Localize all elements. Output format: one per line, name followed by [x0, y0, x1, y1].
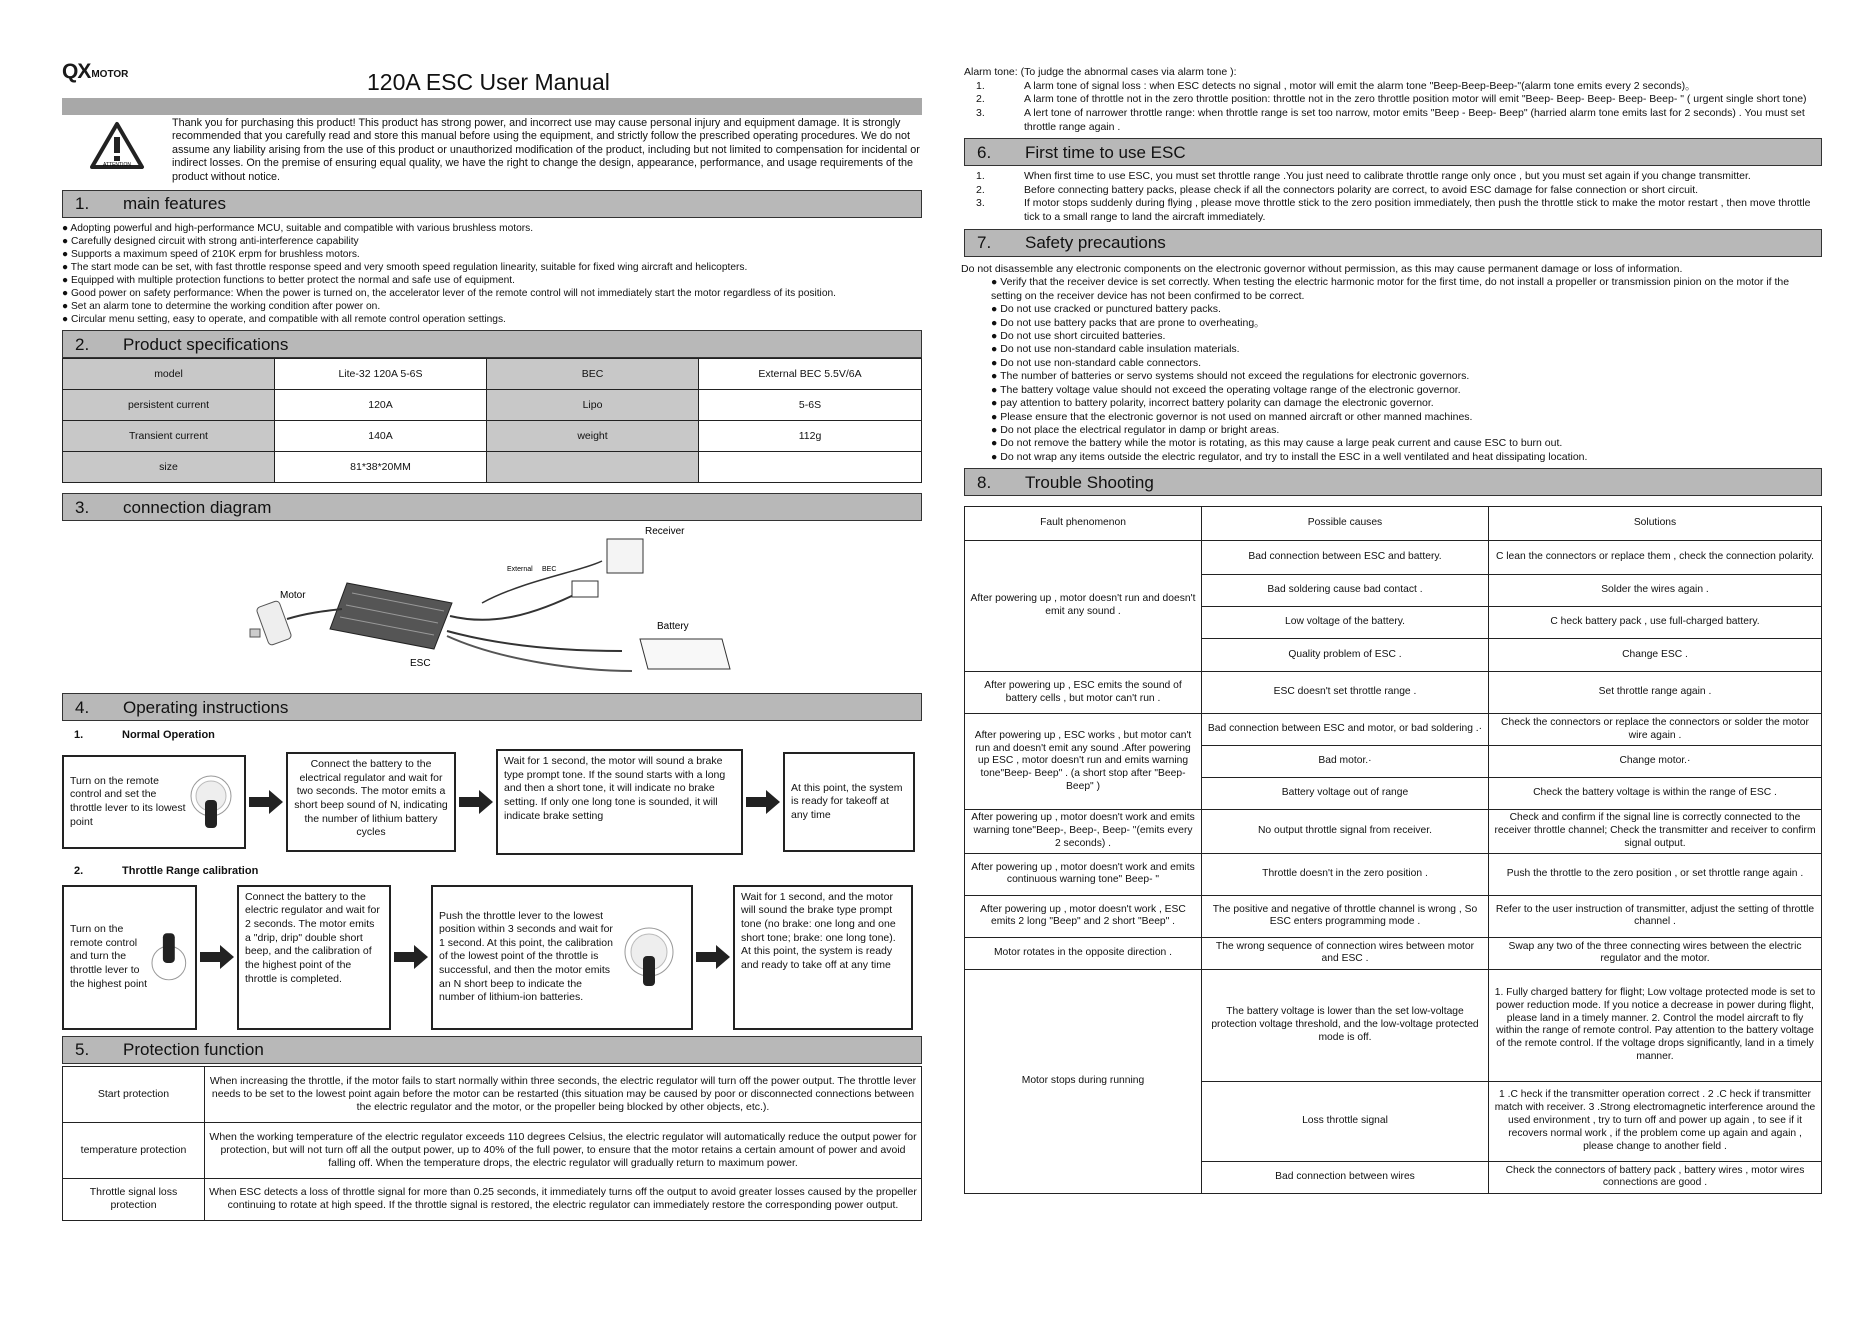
table-row: [965, 853, 1822, 895]
table-row: [965, 895, 1822, 937]
spec-cell: persistent current: [63, 390, 275, 421]
table-row: [965, 810, 1822, 854]
table-row: [965, 541, 1822, 575]
solution-cell: Check the connectors of battery pack , battery wires , motor wires connections are good .: [1489, 1161, 1822, 1193]
throttle-stick-low-icon: [619, 922, 679, 992]
normal-operation-heading: 1. Normal Operation: [74, 729, 215, 742]
section-3-title: connection diagram: [123, 497, 272, 517]
section-7-title: Safety precautions: [1025, 233, 1166, 253]
column-header: Possible causes: [1202, 507, 1489, 541]
protection-table: [62, 1066, 922, 1221]
arrow-icon: [391, 945, 431, 969]
solution-cell: Change ESC .: [1489, 639, 1822, 672]
feature-item: ● Adopting powerful and high-performance MCU, suitable and compatible with various brushless motors.: [62, 222, 534, 234]
diagram-label-bec: BEC: [542, 566, 557, 574]
spec-cell: 120A: [275, 390, 487, 421]
flow-step: Connect the battery to the electrical regulator and wait for two seconds. The motor emits a short beep sound of N, indicating the number of lithium battery cycles: [286, 752, 456, 852]
safety-item: ● Please ensure that the electronic governor is not used on manned aircraft or other manned machines.: [991, 410, 1473, 423]
table-row: [63, 390, 922, 421]
protection-desc: When the working temperature of the electric regulator exceeds 110 degrees Celsius, the electric regulator will automatically reduce the output power for protection, but will not turn off all the output power, up to 40% of the full power, to ensure that the motor retains a certain amount of power and avoid falling off. When the temperature drops, the electric regulator will gradually return to maximum power.: [205, 1122, 922, 1178]
section-4-header: 4. Operating instructions: [62, 693, 922, 721]
flow-step: At this point, the system is ready for takeoff at any time: [783, 752, 915, 852]
cause-cell: The battery voltage is lower than the set low-voltage protection voltage threshold, and the low-voltage protected mode is off.: [1202, 969, 1489, 1081]
safety-item: ● Verify that the receiver device is set correctly. When testing the electric harmonic motor for the first time, do not install a propeller or transmission pinion on the motor if the setting on the receiver device has not been confirmed to be correct.: [991, 276, 1790, 302]
cause-cell: Bad connection between ESC and motor, or bad soldering .·: [1202, 714, 1489, 746]
troubleshooting-table: [964, 506, 1822, 1194]
features-list: [62, 222, 922, 326]
section-1-header: 1. main features: [62, 190, 922, 218]
solution-cell: 1 .C heck if the transmitter operation correct . 2 .C heck if transmitter match with receiver. 3 .Strong electromagnetic interference around the used environment , try to turn off and power up again , to see if it recovers normal work , if the problem come up again and again , please change to another field .: [1489, 1081, 1822, 1161]
feature-item: ● Good power on safety performance: When the power is turned on, the accelerator lever of the remote control will not immediately start the motor regardless of its position.: [62, 288, 836, 300]
safety-block: [961, 263, 1822, 465]
feature-item: ● The start mode can be set, with fast throttle response speed and very smooth speed regulation linearity, suitable for fixed wing aircraft and helicopters.: [62, 262, 748, 274]
cause-cell: Bad connection between ESC and battery.: [1202, 541, 1489, 575]
cause-cell: Throttle doesn't in the zero position .: [1202, 853, 1489, 895]
throttle-stick-high-icon: [149, 927, 189, 987]
spec-cell: 5-6S: [699, 390, 922, 421]
cause-cell: Bad motor.·: [1202, 746, 1489, 778]
table-row: [965, 714, 1822, 746]
cause-cell: Quality problem of ESC .: [1202, 639, 1489, 672]
solution-cell: Swap any two of the three connecting wires between the electric regulator and the motor.: [1489, 937, 1822, 969]
section-7-header: 7. Safety precautions: [964, 229, 1822, 257]
list-item: 3. If motor stops suddenly during flying , please move throttle stick to the zero position immediately, then push the throttle stick to make the motor restart , then move throttle tick to a small range to land the aircraft immediately.: [976, 197, 1811, 224]
protection-desc: When ESC detects a loss of throttle signal for more than 0.25 seconds, it immediately turns off the output to avoid greater losses caused by the propeller continuing to rotate at high speed. If the throttle signal is restored, the electric regulator can immediately restore the corresponding power output.: [205, 1178, 922, 1220]
table-row: [63, 1066, 922, 1122]
fault-cell: After powering up , motor doesn't work , ESC emits 2 long "Beep" and 2 short "Beep" .: [965, 895, 1202, 937]
spec-cell: Lipo: [487, 390, 699, 421]
section-5-title: Protection function: [123, 1040, 264, 1060]
feature-item: ● Carefully designed circuit with strong anti-interference capability: [62, 235, 359, 247]
list-item: 2. Before connecting battery packs, please check if all the connectors polarity are correct, to avoid ESC damage for false connection or short circuit.: [976, 183, 1699, 196]
list-item: 1. When first time to use ESC, you must set throttle range .You just need to calibrate throttle range only once , but you must set again if you change transmitter.: [976, 170, 1751, 183]
solution-cell: Push the throttle to the zero position , or set throttle range again .: [1489, 853, 1822, 895]
cause-cell: Bad soldering cause bad contact .: [1202, 575, 1489, 607]
table-row: [63, 1122, 922, 1178]
safety-item: ● The number of batteries or servo systems should not exceed the regulations for electronic governors.: [991, 370, 1470, 383]
cause-cell: Loss throttle signal: [1202, 1081, 1489, 1161]
safety-item: ● Do not use cracked or punctured battery packs.: [991, 303, 1221, 316]
safety-item: ● Do not use non-standard cable insulation materials.: [991, 343, 1240, 356]
fault-cell: After powering up , ESC emits the sound of battery cells , but motor can't run .: [965, 672, 1202, 714]
flow-step: Wait for 1 second, the motor will sound a brake type prompt tone. If the sound starts with a long and then a short tone, it will indicate no brake setting. If only one long tone is sounded, it will indicate brake setting: [496, 749, 743, 855]
spec-cell: model: [63, 359, 275, 390]
logo-sub: MOTOR: [91, 68, 129, 80]
flow-step: Push the throttle lever to the lowest position within 3 seconds and wait for 1 second. At this point, the calibration of the lowest point of the throttle is successful, and then the motor emits an N short beep to indicate the number of lithium-ion batteries.: [431, 885, 693, 1030]
section-6-header: 6. First time to use ESC: [964, 138, 1822, 166]
intro-text: Thank you for purchasing this product! This product has strong power, and incorrect use may cause personal injury and equipment damage. It is strongly recommended that you carefully read and store this manual before using the equipment, and strictly follow the prescribed operating procedures. We do not assume any liability arising from the use of this product or unauthorized modification of the product, including but not limited to compensation for incidental or indirect losses. On the premise of ensuring equal quality, we have the right to change the design, appearance, performance, and usage requirements of the product without notice.: [172, 117, 920, 183]
page-title: 120A ESC User Manual: [367, 69, 610, 95]
alarm-list: [964, 80, 1822, 135]
column-header: Fault phenomenon: [965, 507, 1202, 541]
protection-name: temperature protection: [63, 1122, 205, 1178]
safety-item: ● Do not use short circuited batteries.: [991, 329, 1166, 342]
spec-cell: External BEC 5.5V/6A: [699, 359, 922, 390]
fault-cell: After powering up , ESC works , but motor can't run and doesn't emit any sound .After powering up ESC , motor doesn't run and emits warning tone"Beep- Beep" . (a short stop after "Beep- Beep" ): [965, 714, 1202, 810]
connection-diagram: [62, 521, 922, 691]
solution-cell: Check the battery voltage is within the range of ESC .: [1489, 778, 1822, 810]
protection-name: Throttle signal loss protection: [63, 1178, 205, 1220]
section-8-header: 8. Trouble Shooting: [964, 468, 1822, 496]
safety-item: ● pay attention to battery polarity, incorrect battery polarity can damage the electronic governor.: [991, 397, 1434, 410]
cause-cell: Bad connection between wires: [1202, 1161, 1489, 1193]
flow-step: Turn on the remote control and turn the throttle lever to the highest point: [62, 885, 197, 1030]
solution-cell: Change motor.·: [1489, 746, 1822, 778]
cause-cell: The wrong sequence of connection wires between motor and ESC .: [1202, 937, 1489, 969]
esc-shape: [330, 583, 452, 649]
cause-cell: ESC doesn't set throttle range .: [1202, 672, 1489, 714]
spec-cell: 112g: [699, 421, 922, 452]
safety-item: ● The battery voltage value should not exceed the operating voltage range of the electronic governor.: [991, 383, 1461, 396]
protection-name: Start protection: [63, 1066, 205, 1122]
solution-cell: 1. Fully charged battery for flight; Low voltage protected mode is set to power reduction mode. If you notice a decrease in power during flight, please land in a timely manner. 2. Control the model aircraft to fly within the range of remote control. Pay attention to the battery voltage of the remote control. If the voltage drops significantly, land in a timely manner.: [1489, 969, 1822, 1081]
solution-cell: C lean the connectors or replace them , check the connection polarity.: [1489, 541, 1822, 575]
solution-cell: C heck battery pack , use full-charged battery.: [1489, 607, 1822, 639]
feature-item: ● Equipped with multiple protection functions to better protect the normal and safe use of equipment.: [62, 275, 515, 287]
arrow-icon: [197, 945, 237, 969]
safety-item: ● Do not wrap any items outside the electric regulator, and try to install the ESC in a well ventilated and heat dissipating location.: [991, 450, 1588, 463]
spec-cell: BEC: [487, 359, 699, 390]
feature-item: ● Supports a maximum speed of 210K erpm for brushless motors.: [62, 248, 360, 260]
alarm-tone-block: [964, 66, 1822, 134]
safety-item: ● Do not remove the battery while the motor is rotating, as this may cause a large peak current and cause ESC to burn out.: [991, 437, 1563, 450]
left-page: [62, 60, 922, 1221]
safety-item: ● Do not place the electrical regulator in damp or bright areas.: [991, 424, 1280, 437]
solution-cell: Set throttle range again .: [1489, 672, 1822, 714]
diagram-label-battery: Battery: [657, 621, 689, 633]
table-row: [63, 421, 922, 452]
flow-step: Turn on the remote control and set the throttle lever to its lowest point: [62, 755, 246, 849]
spec-cell: 81*38*20MM: [275, 452, 487, 483]
list-item: 2. A larm tone of throttle not in the zero throttle position: throttle not in the zero throttle position motor will emit "Beep- Beep- Beep- Beep- Beep- " ( urgent single short tone): [976, 93, 1807, 106]
fault-cell: Motor stops during running: [965, 969, 1202, 1193]
normal-operation-flow: [62, 749, 922, 855]
diagram-label-motor: Motor: [280, 590, 306, 602]
cause-cell: Battery voltage out of range: [1202, 778, 1489, 810]
section-6-title: First time to use ESC: [1025, 142, 1186, 162]
spec-cell: Lite-32 120A 5-6S: [275, 359, 487, 390]
alarm-intro: Alarm tone: (To judge the abnormal cases via alarm tone ):: [964, 66, 1237, 78]
protection-desc: When increasing the throttle, if the motor fails to start normally within three seconds, the electric regulator will turn off the power output. The throttle lever needs to be set to the lowest point again before the motor can be restarted (this situation may be caused by poor or disconnected connections between the electric regulator and the motor, or the propeller being blocked by other objects, etc.).: [205, 1066, 922, 1122]
solution-cell: Check the connectors or replace the connectors or solder the motor wire again .: [1489, 714, 1822, 746]
safety-item: ● Do not use battery packs that are prone to overheating。: [991, 316, 1265, 329]
spec-cell: Transient current: [63, 421, 275, 452]
section-4-title: Operating instructions: [123, 697, 289, 717]
section-3-header: 3. connection diagram: [62, 493, 922, 521]
section-2-title: Product specifications: [123, 334, 289, 354]
safety-intro: Do not disassemble any electronic components on the electronic governor without permission, as this may cause permanent damage or loss of information.: [961, 262, 1683, 275]
solution-cell: Refer to the user instruction of transmitter, adjust the setting of throttle channel .: [1489, 895, 1822, 937]
solution-cell: Solder the wires again .: [1489, 575, 1822, 607]
diagram-label-esc: ESC: [410, 658, 431, 670]
logo-main: QX: [62, 59, 91, 83]
flow-step: Connect the battery to the electric regulator and wait for 2 seconds. The motor emits a "drip, drip" double short beep, and the calibration of the highest point of the throttle is completed.: [237, 885, 391, 1030]
arrow-icon: [743, 790, 783, 814]
section-8-title: Trouble Shooting: [1025, 472, 1154, 492]
list-item: 1. A larm tone of signal loss : when ESC detects no signal , motor will emit the alarm tone "Beep-Beep-Beep-"(alarm tone emits every 2 seconds)。: [976, 79, 1696, 92]
right-page: [961, 66, 1822, 1194]
throttle-stick-low-icon: [186, 772, 236, 832]
table-header-row: [965, 507, 1822, 541]
section-5-header: 5. Protection function: [62, 1036, 922, 1064]
motor-shape: [250, 600, 292, 646]
table-row: [965, 672, 1822, 714]
spec-cell: weight: [487, 421, 699, 452]
arrow-icon: [456, 790, 496, 814]
diagram-label-external: External: [507, 566, 533, 574]
spec-cell: [699, 452, 922, 483]
fault-cell: Motor rotates in the opposite direction .: [965, 937, 1202, 969]
attention-icon: [62, 117, 172, 184]
svg-text:ATTENTION: ATTENTION: [103, 162, 131, 168]
cause-cell: No output throttle signal from receiver.: [1202, 810, 1489, 854]
section-2-header: 2. Product specifications: [62, 330, 922, 358]
cause-cell: Low voltage of the battery.: [1202, 607, 1489, 639]
feature-item: ● Circular menu setting, easy to operate, and compatible with all remote control operation settings.: [62, 314, 506, 326]
cause-cell: The positive and negative of throttle channel is wrong , So ESC enters programming mode .: [1202, 895, 1489, 937]
title-bar: [62, 98, 922, 115]
fault-cell: After powering up , motor doesn't work and emits warning tone"Beep-, Beep-, Beep- "(emits every 2 seconds) .: [965, 810, 1202, 854]
table-row: [965, 969, 1822, 1081]
spec-cell: [487, 452, 699, 483]
table-row: [63, 359, 922, 390]
spec-table: [62, 358, 922, 483]
first-use-list: [964, 170, 1822, 225]
fault-cell: After powering up , motor doesn't run and doesn't emit any sound .: [965, 541, 1202, 672]
fault-cell: After powering up , motor doesn't work and emits continuous warning tone" Beep- ": [965, 853, 1202, 895]
intro-block: [62, 117, 922, 184]
throttle-calibration-heading: 2. Throttle Range calibration: [74, 865, 259, 877]
section-1-title: main features: [123, 194, 226, 214]
diagram-label-receiver: Receiver: [645, 526, 685, 538]
throttle-calibration-flow: [62, 885, 922, 1030]
table-row: [63, 452, 922, 483]
table-row: [63, 1178, 922, 1220]
arrow-icon: [693, 945, 733, 969]
feature-item: ● Set an alarm tone to determine the working condition after power on.: [62, 301, 381, 313]
spec-cell: 140A: [275, 421, 487, 452]
flow-step: Wait for 1 second, and the motor will sound the brake type prompt tone (no brake: one long and one short tone; brake: one long tone). At this point, the system is ready and ready to take off at any time: [733, 885, 913, 1030]
table-row: [965, 937, 1822, 969]
solution-cell: Check and confirm if the signal line is correctly connected to the receiver throttle channel; Check the transmitter and receiver to confirm signal output.: [1489, 810, 1822, 854]
arrow-icon: [246, 790, 286, 814]
safety-item: ● Do not use non-standard cable connectors.: [991, 356, 1202, 369]
list-item: 3. A lert tone of narrower throttle range: when throttle range is set too narrow, motor emits "Beep - Beep- Beep" (harried alarm tone emits last for 2 seconds) . You must set throttle range again .: [976, 106, 1805, 133]
column-header: Solutions: [1489, 507, 1822, 541]
spec-cell: size: [63, 452, 275, 483]
